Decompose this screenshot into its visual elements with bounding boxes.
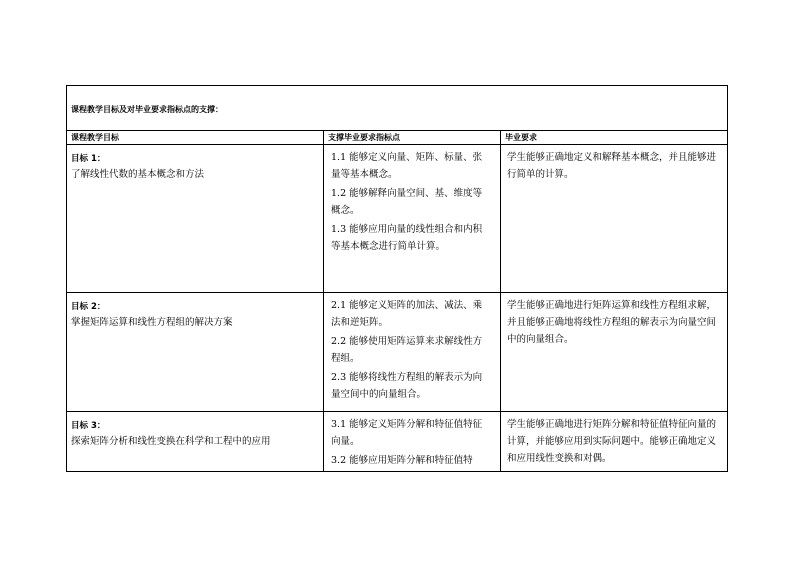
goal-cell xyxy=(67,412,324,472)
header-requirement xyxy=(501,131,728,145)
header-goal-label: 课程教学目标 xyxy=(71,133,119,142)
indicator-item: 3.1 能够定义矩阵分解和特征值特征向量。 xyxy=(331,419,483,447)
indicator-item: 2.3 能够将线性方程组的解表示为向量空间中的向量组合。 xyxy=(331,372,483,400)
indicator-item: 2.2 能够使用矩阵运算来求解线性方程组。 xyxy=(331,336,483,364)
indicator-cell xyxy=(324,412,501,472)
indicator-cell xyxy=(324,145,501,293)
table-caption-cell xyxy=(67,86,728,131)
requirement-cell xyxy=(501,145,728,293)
indicator-item: 2.1 能够定义矩阵的加法、减法、乘法和逆矩阵。 xyxy=(331,300,483,328)
requirement-cell xyxy=(501,293,728,412)
table-caption: 课程教学目标及对毕业要求指标点的支撑： xyxy=(71,105,223,114)
requirement-cell xyxy=(501,412,728,472)
goal-description: 了解线性代数的基本概念和方法 xyxy=(71,169,205,180)
header-indicator xyxy=(324,131,501,145)
goal-title: 目标 2： xyxy=(71,302,106,312)
indicator-cell xyxy=(324,293,501,412)
header-requirement-label: 毕业要求 xyxy=(505,133,537,142)
indicator-item: 1.2 能够解释向量空间、基、维度等概念。 xyxy=(331,188,483,216)
goal-description: 掌握矩阵运算和线性方程组的解决方案 xyxy=(71,317,233,328)
goal-cell xyxy=(67,145,324,293)
goal-cell xyxy=(67,293,324,412)
table-row xyxy=(67,293,728,412)
goals-support-table xyxy=(66,85,728,472)
indicator-item: 3.2 能够应用矩阵分解和特征值特 xyxy=(331,455,473,466)
requirement-text: 学生能够正确地进行矩阵运算和线性方程组求解，并且能够正确地将线性方程组的解表示为向量空间中的向量组合。 xyxy=(507,300,717,345)
indicator-item: 1.3 能够应用向量的线性组合和内积等基本概念进行简单计算。 xyxy=(331,224,483,252)
requirement-text: 学生能够正确地定义和解释基本概念，并且能够进行简单的计算。 xyxy=(507,152,717,180)
table-row xyxy=(67,412,728,472)
goal-title: 目标 3： xyxy=(71,421,106,431)
header-indicator-label: 支撑毕业要求指标点 xyxy=(328,133,400,142)
goal-description: 探索矩阵分析和线性变换在科学和工程中的应用 xyxy=(71,436,271,447)
requirement-text: 学生能够正确地进行矩阵分解和特征值特征向量的计算，并能够应用到实际问题中。能够正确地定义和应用线性变换和对偶。 xyxy=(507,419,717,464)
header-goal xyxy=(67,131,324,145)
goal-title: 目标 1： xyxy=(71,154,106,164)
indicator-item: 1.1 能够定义向量、矩阵、标量、张量等基本概念。 xyxy=(331,152,483,180)
table-row xyxy=(67,145,728,293)
